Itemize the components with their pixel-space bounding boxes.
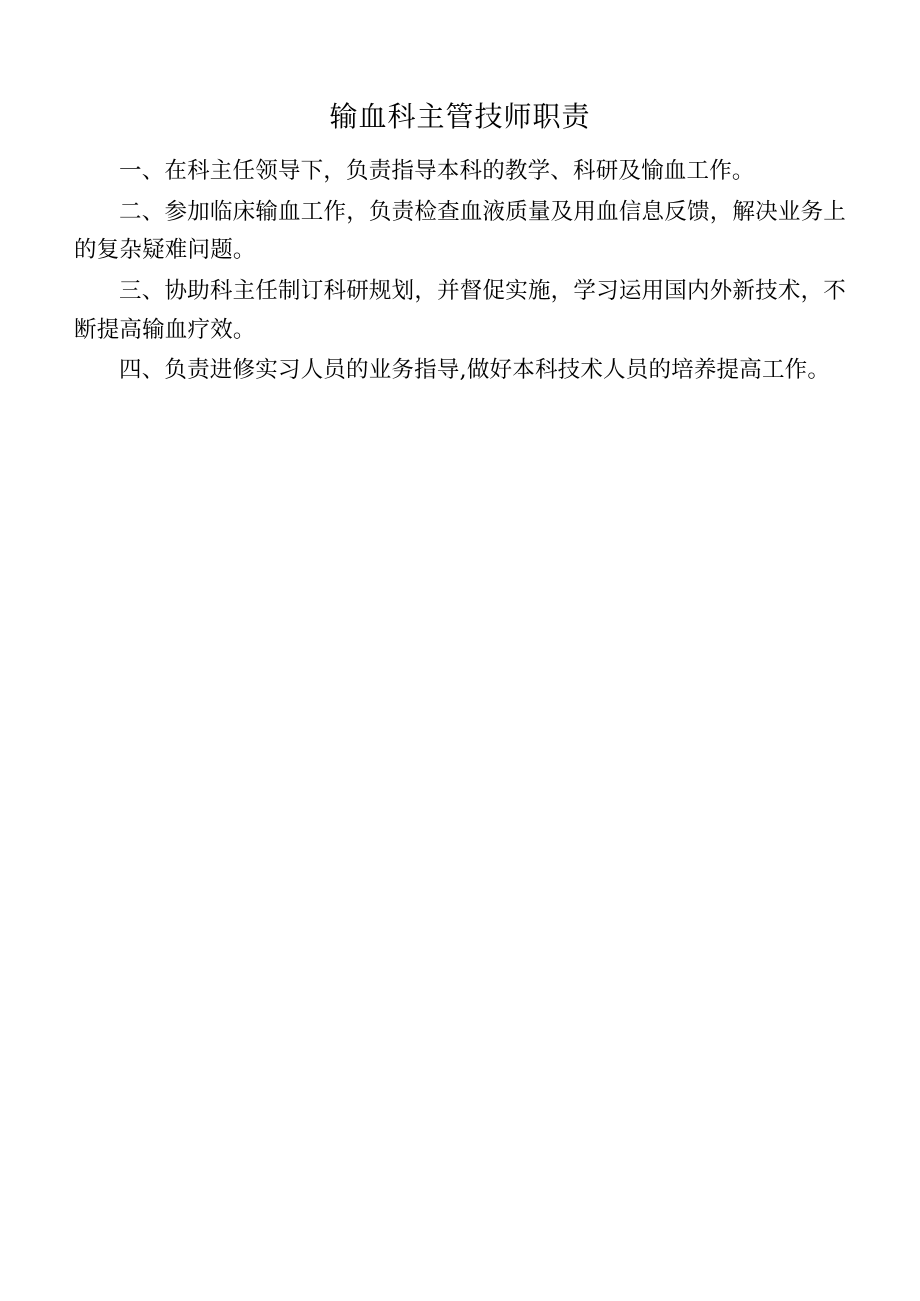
paragraph-1: 一、在科主任领导下，负责指导本科的教学、科研及愉血工作。 (119, 158, 755, 184)
document-body (74, 152, 846, 390)
paragraph-2: 二、参加临床输血工作，负责检查血液质量及用血信息反馈，解决业务上的复杂疑难问题。 (74, 198, 846, 264)
paragraph-4: 四、负责进修实习人员的业务指导,做好本科技术人员的培养提高工作。 (119, 357, 831, 384)
page-title: 输血科主管技师职责 (329, 100, 591, 133)
paragraph-3: 三、协助科主任制订科研规划，并督促实施，学习运用国内外新技术，不断提高输血疗效。 (74, 278, 846, 343)
